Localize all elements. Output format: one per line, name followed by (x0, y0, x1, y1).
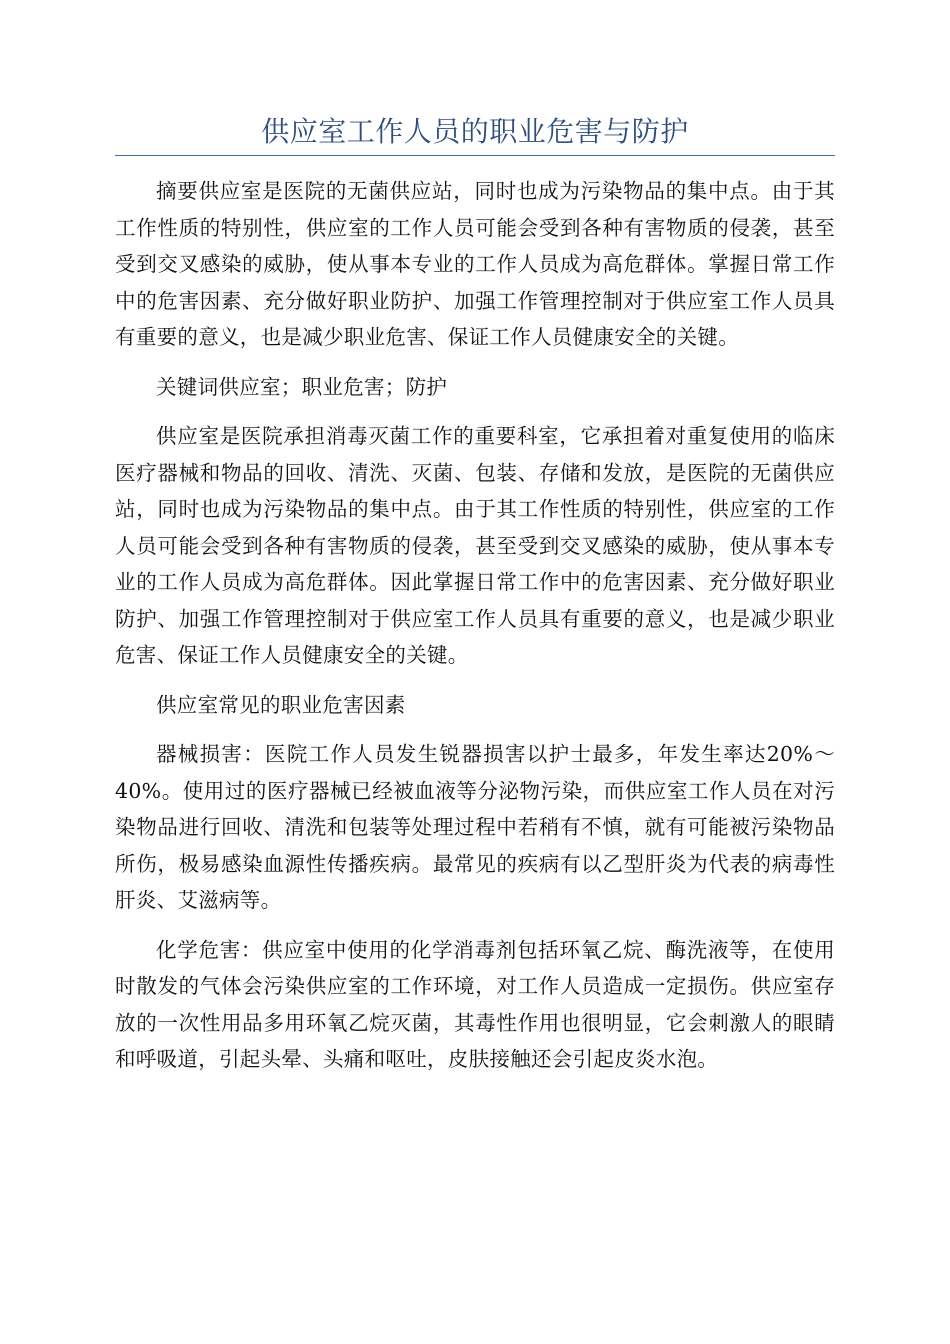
intro-paragraph: 供应室是医院承担消毒灭菌工作的重要科室，它承担着对重复使用的临床医疗器械和物品的回收、清洗、灭菌、包装、存储和发放，是医院的无菌供应站，同时也成为污染物品的集中点。由于其工作性质的特别性，供应室的工作人员可能会受到各种有害物质的侵袭，甚至受到交叉感染的威胁，使从事本专业的工作人员成为高危群体。因此掌握日常工作中的危害因素、充分做好职业防护、加强工作管理控制对于供应室工作人员具有重要的意义，也是减少职业危害、保证工作人员健康安全的关键。 (115, 424, 835, 667)
abstract-paragraph: 摘要供应室是医院的无菌供应站，同时也成为污染物品的集中点。由于其工作性质的特别性，供应室的工作人员可能会受到各种有害物质的侵袭，甚至受到交叉感染的威胁，使从事本专业的工作人员成为高危群体。掌握日常工作中的危害因素、充分做好职业防护、加强工作管理控制对于供应室工作人员具有重要的意义，也是减少职业危害、保证工作人员健康安全的关键。 (115, 179, 835, 349)
page-title: 供应室工作人员的职业危害与防护 (261, 115, 689, 148)
section-heading: 供应室常见的职业危害因素 (156, 692, 406, 717)
instrument-damage-paragraph: 器械损害：医院工作人员发生锐器损害以护士最多，年发生率达20%～40%。使用过的医疗器械已经被血液等分泌物污染，而供应室工作人员在对污染物品进行回收、清洗和包装等处理过程中若稍有不慎，就有可能被污染物品所伤，极易感染血源性传播疾病。最常见的疾病有以乙型肝炎为代表的病毒性肝炎、艾滋病等。 (115, 742, 835, 912)
chemical-hazard-paragraph: 化学危害：供应室中使用的化学消毒剂包括环氧乙烷、酶洗液等，在使用时散发的气体会污染供应室的工作环境，对工作人员造成一定损伤。供应室存放的一次性用品多用环氧乙烷灭菌，其毒性作用也很明显，它会刺激人的眼睛和呼吸道，引起头晕、头痛和呕吐，皮肤接触还会引起皮炎水泡。 (115, 937, 835, 1071)
document-body (115, 173, 835, 1091)
title-underline (115, 155, 835, 156)
keywords-paragraph: 关键词供应室；职业危害；防护 (156, 374, 448, 399)
